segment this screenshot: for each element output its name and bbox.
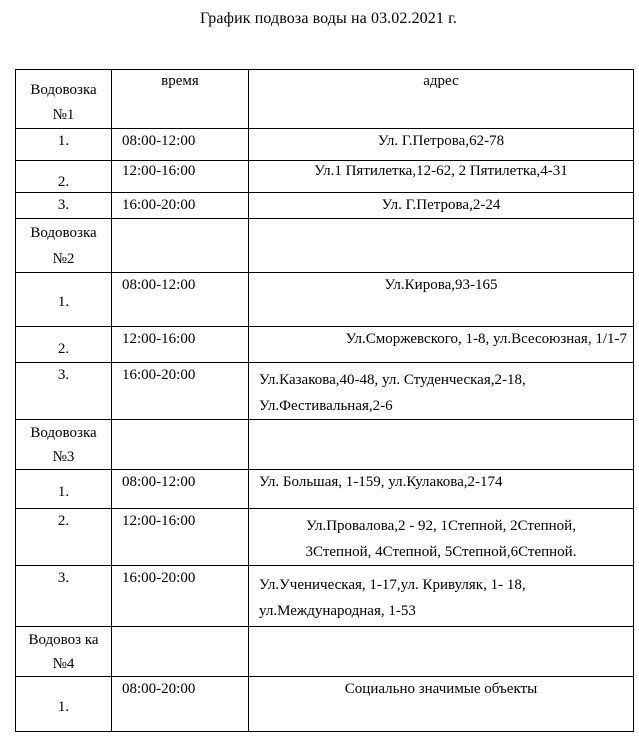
table-row	[16, 363, 634, 420]
address-line: Ул. Большая, 1-159, ул.Кулакова,2-174	[259, 474, 503, 490]
address-line: Ул.Фестивальная,2-6	[259, 398, 393, 414]
truck-2-label	[16, 219, 112, 273]
address-line: Ул.Ученическая, 1-17,ул. Кривуляк, 1- 18,	[259, 577, 526, 593]
row-address	[249, 509, 634, 566]
truck-label-line2: №4	[52, 656, 75, 672]
row-number: 1.	[16, 470, 112, 509]
row-time: 08:00-20:00	[112, 677, 249, 732]
truck-label-line1: Водовозка	[30, 225, 97, 241]
document-title: График подвоза воды на 03.02.2021 г.	[199, 10, 458, 27]
row-time: 12:00-16:00	[112, 509, 249, 566]
truck-label-line1: Водовозка	[30, 82, 97, 98]
row-address	[249, 566, 634, 627]
truck-label-line1: Водовозка	[30, 425, 97, 441]
empty-cell	[249, 420, 634, 470]
row-time: 16:00-20:00	[112, 193, 249, 219]
row-number: 2.	[16, 509, 112, 566]
table-row	[16, 566, 634, 627]
row-time: 08:00-12:00	[112, 470, 249, 509]
empty-cell	[112, 627, 249, 677]
row-time: 16:00-20:00	[112, 566, 249, 627]
row-address	[249, 161, 634, 193]
row-number: 3.	[16, 363, 112, 420]
address-header-label: адрес	[423, 73, 459, 89]
empty-cell	[249, 219, 634, 273]
truck-4-label	[16, 627, 112, 677]
row-number: 1.	[16, 677, 112, 732]
address-line: Ул.Казакова,40-48, ул. Студенческая,2-18,	[259, 372, 526, 388]
row-number: 3.	[16, 566, 112, 627]
row-number: 2.	[16, 161, 112, 193]
table-row	[16, 273, 634, 327]
empty-cell	[249, 627, 634, 677]
truck-1-header	[16, 70, 112, 129]
address-line: Социально значимые объекты	[344, 681, 538, 697]
table-row	[16, 129, 634, 161]
row-number: 2.	[16, 327, 112, 363]
address-line: Ул. Г.Петрова,62-78	[377, 133, 505, 149]
row-time: 08:00-12:00	[112, 273, 249, 327]
row-address	[249, 363, 634, 420]
table-row	[16, 193, 634, 219]
truck-3-label	[16, 420, 112, 470]
row-address	[249, 677, 634, 732]
row-address	[249, 129, 634, 161]
row-address	[249, 193, 634, 219]
row-address	[249, 273, 634, 327]
table-row	[16, 470, 634, 509]
row-time: 16:00-20:00	[112, 363, 249, 420]
address-line: Ул.Кирова,93-165	[384, 277, 498, 293]
address-line: ул.Международная, 1-53	[259, 603, 416, 619]
water-delivery-schedule-table	[15, 69, 634, 732]
truck-label-line2: №2	[52, 251, 75, 267]
row-address	[249, 327, 634, 363]
empty-cell	[112, 420, 249, 470]
address-line: 3Степной, 4Степной, 5Степной,6Степной.	[305, 544, 577, 560]
address-column-header	[249, 70, 634, 129]
row-number: 3.	[16, 193, 112, 219]
row-time: 08:00-12:00	[112, 129, 249, 161]
empty-cell	[112, 219, 249, 273]
table-row	[16, 161, 634, 193]
table-header-row	[16, 70, 634, 129]
row-time: 12:00-16:00	[112, 327, 249, 363]
truck-label-line1: Водовоз ка	[28, 632, 99, 648]
truck-group-row	[16, 219, 634, 273]
address-line: Ул.1 Пятилетка,12-62, 2 Пятилетка,4-31	[314, 163, 568, 179]
truck-label-line2: №3	[52, 449, 75, 465]
address-line: Ул.Сморжевского, 1-8, ул.Всесоюзная, 1/1-7	[345, 331, 627, 347]
truck-group-row	[16, 627, 634, 677]
row-number: 1.	[16, 273, 112, 327]
table-row	[16, 677, 634, 732]
address-line: Ул. Г.Петрова,2-24	[381, 197, 501, 213]
row-address	[249, 470, 634, 509]
truck-label-line2: №1	[52, 107, 75, 123]
truck-group-row	[16, 420, 634, 470]
table-row	[16, 509, 634, 566]
table-row	[16, 327, 634, 363]
address-line: Ул.Провалова,2 - 92, 1Степной, 2Степной,	[306, 518, 576, 534]
time-header-label: время	[161, 73, 199, 89]
row-number: 1.	[16, 129, 112, 161]
row-time: 12:00-16:00	[112, 161, 249, 193]
time-column-header	[112, 70, 249, 129]
